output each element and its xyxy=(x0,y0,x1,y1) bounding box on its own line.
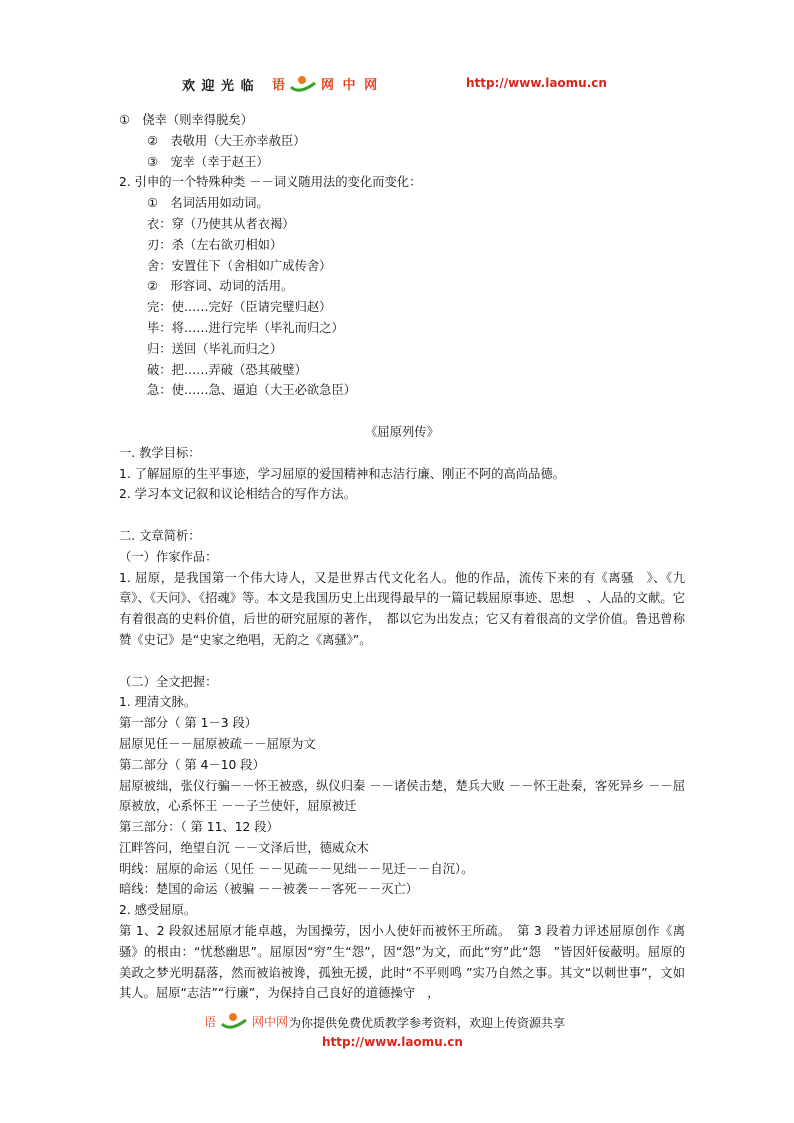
header-welcome: 欢 迎 光 临 xyxy=(182,79,255,94)
text-line: 1. 了解屈原的生平事迹，学习屈原的爱国精神和志洁行廉、刚正不阿的高尚品德。 xyxy=(119,466,566,481)
text-line: 暗线：楚国的命运（被骗 －－被袭－－客死－－灭亡） xyxy=(119,882,419,897)
text-line: 明线：屈原的命运（见任 －－见疏－－见绌－－见迁－－自沉）。 xyxy=(119,861,474,876)
document-body xyxy=(119,110,685,1004)
section-title: 《屈原列传》 xyxy=(365,424,439,439)
text-line: 第二部分（ 第 4－10 段） xyxy=(119,757,265,772)
subheading: （二）全文把握： xyxy=(119,674,218,689)
text-line: ③ 宠幸（幸于赵王） xyxy=(147,154,269,169)
text-line: 急：使……急、逼迫（大王必欲急臣） xyxy=(147,383,357,398)
page-footer xyxy=(0,1012,794,1052)
subheading: （一）作家作品： xyxy=(119,549,218,564)
text-line: 2. 引申的一个特殊种类 －－词义随用法的变化而变化： xyxy=(119,175,422,190)
text-line: 舍：安置住下（舍相如广成传舍） xyxy=(147,258,332,273)
text-line: ② 形容词、动词的活用。 xyxy=(147,279,294,294)
footer-text: 为你提供免费优质教学参考资料，欢迎上传资源共享 xyxy=(289,1016,566,1030)
header-logo-right: 网 中 网 xyxy=(321,78,380,93)
text-line: 完：使……完好（臣请完璧归赵） xyxy=(147,300,332,315)
text-line: 第一部分（ 第 1－3 段） xyxy=(119,716,258,731)
text-line: 2. 学习本文记叙和议论相结合的写作方法。 xyxy=(119,487,356,502)
text-line: 归：送回（毕礼而归之） xyxy=(147,341,283,356)
heading: 一. 教学目标： xyxy=(119,445,201,460)
footer-url-link[interactable]: http://www.laomu.cn xyxy=(322,1035,463,1049)
text-line: 衣：穿（乃使其从者衣褐） xyxy=(147,216,295,231)
text-line: 2. 感受屈原。 xyxy=(119,903,197,918)
text-line: 毕：将……进行完毕（毕礼而归之） xyxy=(147,320,344,335)
text-line: 第三部分：（ 第 11、12 段） xyxy=(119,820,279,835)
text-line: ① 名词活用如动词。 xyxy=(147,196,269,211)
header-logo-left: 语 xyxy=(272,78,286,93)
footer-logo xyxy=(204,1012,288,1030)
paragraph: 第 1、2 段叙述屈原才能卓越，为国操劳，因小人使奸而被怀王所疏。 第 3 段着力评述屈原创作《离骚》的根由：“忧愁幽思”。屈原因“穷”生“怨”，因“怨”为文，而此“穷”此“怨 ”皆因奸佞蔽明。屈原的美政之梦光明磊落，然而被谄被谗，孤独无援，此时“不平则鸣 ”实乃自然之事。其文“以刺世事”，文如其人。屈原“志洁”“行廉”，为保持自己良好的道德操守 ， xyxy=(119,924,685,1001)
page-header xyxy=(0,74,794,96)
heading: 二. 文章简析： xyxy=(119,528,201,543)
text-line: 江畔答问，绝望自沉 －－文泽后世，德威众木 xyxy=(119,840,369,855)
logo-swoosh-icon xyxy=(220,1012,248,1030)
paragraph: 1. 屈原，是我国第一个伟大诗人，又是世界古代文化名人。他的作品，流传下来的有《离骚 》、《九章》、《天问》、《招魂》等。本文是我国历史上出现得最早的一篇记载屈原事迹、思想 、人品的文献。它有着很高的史料价值，后世的研究屈原的著作， 都以它为出发点；它又有着很高的文学价值。鲁迅曾称赞《史记》是“史家之绝唱，无韵之《离骚》”。 xyxy=(119,570,685,647)
text-line: ② 表敬用（大王亦幸赦臣） xyxy=(147,133,306,148)
header-url-link[interactable]: http://www.laomu.cn xyxy=(466,76,607,90)
header-logo xyxy=(272,74,379,93)
logo-swoosh-icon xyxy=(289,75,317,93)
text-line: ① 侥幸（则幸得脱矣） xyxy=(119,113,253,127)
text-line: 屈原见任－－屈原被疏－－屈原为文 xyxy=(119,736,316,751)
footer-logo-left: 语 xyxy=(204,1014,217,1029)
footer-logo-right: 网中网 xyxy=(252,1014,289,1029)
text-line: 1. 理清文脉。 xyxy=(119,695,197,710)
paragraph: 屈原被绌，张仪行骗－－怀王被惑，纵仪归秦 －－诸侯击楚，楚兵大败 －－怀王赴秦，客死异乡 －－屈原被放，心系怀王 －－子兰使奸，屈原被迁 xyxy=(119,778,685,814)
text-line: 刃：杀（左右欲刃相如） xyxy=(147,237,283,252)
text-line: 破：把……弄破（恐其破璧） xyxy=(147,362,307,377)
